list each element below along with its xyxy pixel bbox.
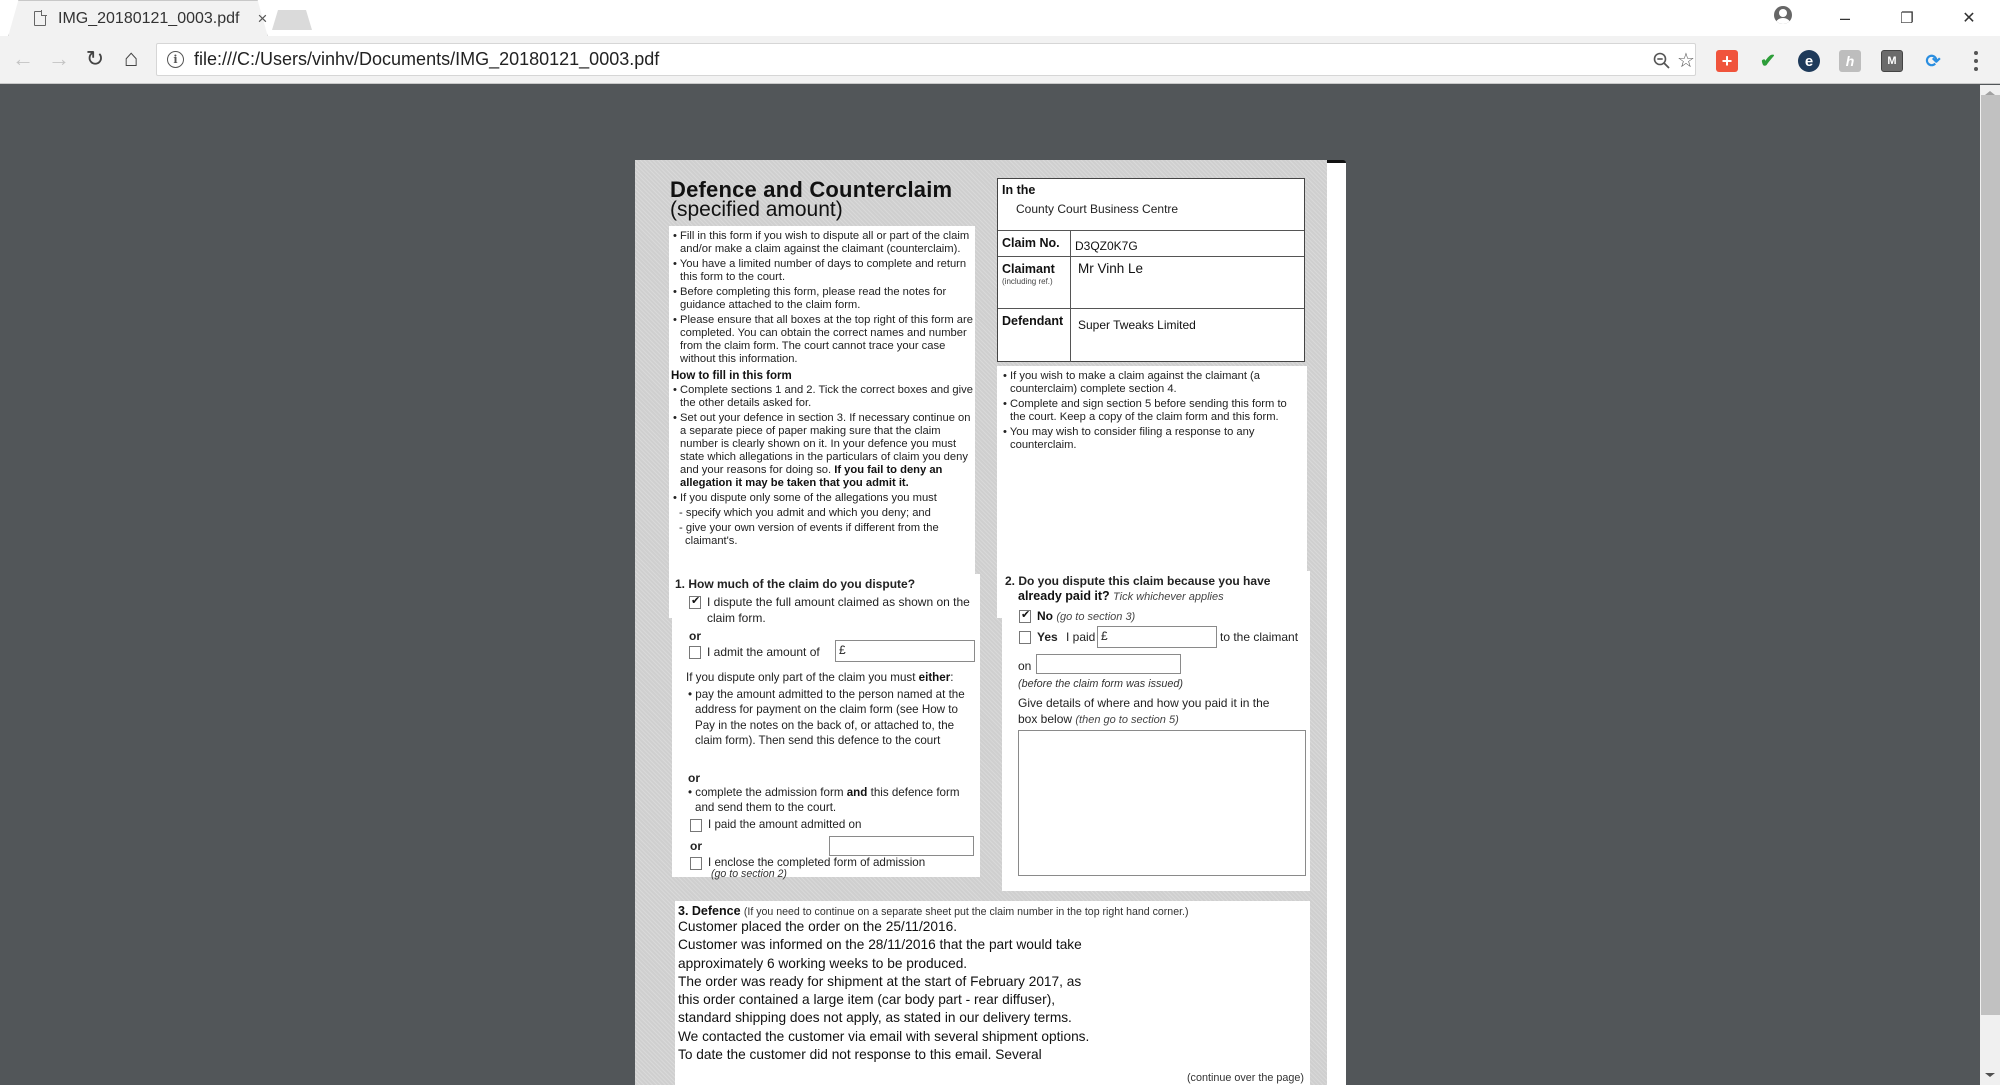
- paid-admitted-checkbox[interactable]: [690, 819, 702, 832]
- part-option: [686, 785, 971, 816]
- part-dispute-intro: [686, 671, 953, 684]
- enclose-note: (go to section 2): [711, 868, 787, 880]
- how-to-note: • Complete sections 1 and 2. Tick the correct boxes and give the other details asked for.: [671, 384, 973, 410]
- defence-line: We contacted the customer via email with several shipment options.: [678, 1028, 1090, 1044]
- in-the-label: In the: [1002, 183, 1036, 197]
- admit-amount-input[interactable]: £: [835, 640, 975, 662]
- how-to-note: [671, 412, 973, 490]
- part-option-text: complete the admission form: [695, 786, 844, 799]
- admit-amount-label: I admit the amount of: [707, 645, 820, 659]
- paid-admitted-label: I paid the amount admitted on: [708, 818, 862, 831]
- admit-amount-checkbox[interactable]: [689, 646, 701, 659]
- intro-note: • Please ensure that all boxes at the top right of this form are completed. You can obtain the correct names and number from the claim form. The court cannot trace your case without this information.: [671, 314, 973, 366]
- restore-button[interactable]: ❐: [1900, 10, 1914, 27]
- part-dispute-options: [686, 687, 971, 750]
- claimant-label: [998, 257, 1071, 308]
- how-to-note: • If you dispute only some of the allegations you must: [671, 492, 973, 505]
- part-intro-end: :: [950, 671, 954, 684]
- or-label: or: [688, 771, 700, 785]
- yes-checkbox[interactable]: [1019, 631, 1031, 644]
- plus-extension-icon[interactable]: +: [1716, 50, 1738, 72]
- part-dispute-options-2: [686, 785, 971, 818]
- part-intro-bold: either: [918, 671, 951, 684]
- no-label: No: [1037, 609, 1053, 623]
- details-instruction-2: [1018, 712, 1179, 726]
- paid-admitted-date-input[interactable]: [829, 836, 974, 856]
- continue-note: (continue over the page): [1186, 1072, 1304, 1084]
- section-2-title-line-1: 2. Do you dispute this claim because you have: [1005, 574, 1271, 588]
- section-1-title: 1. How much of the claim do you dispute?: [675, 577, 916, 591]
- yes-label: Yes: [1037, 630, 1058, 644]
- how-to-note-text: Set out your defence in section 3. If necessary continue on a separate piece of paper making sure that the claim number is clearly shown on it. In your defence you must state which allegations in the particulars of claim you deny and your reasons for doing so.: [680, 412, 971, 476]
- back-button[interactable]: ←: [12, 46, 34, 71]
- defence-line: approximately 6 working weeks to be produced.: [678, 955, 968, 971]
- claim-no-label: Claim No.: [998, 231, 1071, 256]
- section-3-hint: (If you need to continue on a separate sheet put the claim number in the top right hand corner.): [743, 906, 1189, 918]
- browser-toolbar: [0, 36, 2000, 84]
- defence-line: Customer placed the order on the 25/11/2016.: [678, 919, 958, 934]
- tab-pdf[interactable]: [8, 0, 268, 37]
- how-to-warning: If you fail to deny an allegation it may be taken that you admit it.: [680, 464, 943, 489]
- claimant-value: Mr Vinh Le: [1078, 261, 1144, 276]
- details-note: (then go to section 5): [1075, 714, 1179, 726]
- close-window-button[interactable]: ✕: [1962, 10, 1976, 27]
- section-2-title-text: already paid it?: [1018, 589, 1110, 603]
- tab-title: IMG_20180121_0003.pdf: [58, 9, 240, 27]
- checkmark-extension-icon[interactable]: ✔: [1760, 50, 1776, 72]
- claimant-sublabel: (including ref.): [1002, 277, 1053, 286]
- document-icon: [34, 11, 46, 26]
- no-note: (go to section 3): [1056, 611, 1136, 623]
- section-2: [1002, 571, 1310, 891]
- address-bar[interactable]: [156, 43, 1696, 76]
- intro-notes: [671, 230, 973, 366]
- section-3: [675, 901, 1310, 1085]
- enclose-admission-label: I enclose the completed form of admission: [708, 856, 926, 869]
- url-text[interactable]: file:///C:/Users/vinhv/Documents/IMG_20180121_0003.pdf: [194, 49, 660, 69]
- reload-button[interactable]: ↻: [85, 46, 105, 71]
- tab-close-icon[interactable]: ×: [257, 8, 268, 28]
- part-option-text: this defence form and send them to the court.: [695, 786, 960, 815]
- title-bar: [0, 0, 2000, 36]
- zoom-out-icon[interactable]: [1649, 44, 1675, 77]
- no-option: [1037, 609, 1135, 623]
- right-notes: [1001, 370, 1303, 452]
- right-note: • You may wish to consider filing a response to any counterclaim.: [1001, 426, 1303, 452]
- claim-no-value: D3QZ0K7G: [1075, 239, 1138, 253]
- section-2-hint: Tick whichever applies: [1113, 591, 1224, 603]
- document-title: Defence and Counterclaim: [670, 177, 953, 202]
- how-to-heading: How to fill in this form: [671, 370, 792, 382]
- section-1: [672, 574, 980, 880]
- defence-line: To date the customer did not response to this email. Several: [678, 1047, 1042, 1063]
- on-label: on: [1018, 659, 1032, 673]
- shield-extension-icon[interactable]: M: [1881, 50, 1903, 72]
- section-2-title-line-2: [1018, 589, 1224, 603]
- claimant-label-text: Claimant: [1002, 262, 1055, 276]
- sync-extension-icon[interactable]: ⟳: [1925, 50, 1941, 71]
- payment-details-textarea[interactable]: [1018, 730, 1306, 876]
- profile-icon[interactable]: [1774, 6, 1792, 24]
- court-row: [998, 179, 1304, 231]
- dispute-full-checkbox[interactable]: [689, 596, 701, 609]
- defence-line: standard shipping does not apply, as stated in our delivery terms.: [678, 1010, 1072, 1026]
- intro-note: • Before completing this form, please read the notes for guidance attached to the claim form.: [671, 286, 973, 312]
- defence-line: Customer was informed on the 28/11/2016 that the part would take: [678, 937, 1082, 953]
- paid-amount-input[interactable]: £: [1097, 626, 1217, 648]
- page-edge: [1324, 160, 1346, 1085]
- document-subtitle: (specified amount): [670, 198, 843, 221]
- section-3-title: 3. Defence: [678, 904, 741, 918]
- defendant-value: Super Tweaks Limited: [1078, 318, 1196, 332]
- defendant-label: Defendant: [998, 309, 1071, 362]
- court-name: County Court Business Centre: [1016, 202, 1179, 216]
- claimant-row: [998, 257, 1304, 309]
- how-to-subnote: - specify which you admit and which you deny; and: [671, 507, 973, 520]
- paid-label: I paid: [1066, 630, 1096, 644]
- forward-button[interactable]: →: [48, 46, 70, 71]
- vertical-scrollbar[interactable]: [1980, 85, 2000, 1085]
- instructions-box: [669, 226, 975, 618]
- right-note: • If you wish to make a claim against the claimant (a counterclaim) complete section 4.: [1001, 370, 1303, 396]
- before-issue-note: (before the claim form was issued): [1018, 678, 1184, 690]
- intro-note: • You have a limited number of days to complete and return this form to the court.: [671, 258, 973, 284]
- dispute-full-label: I dispute the full amount claimed as shown on the claim form.: [707, 595, 970, 625]
- defence-line: this order contained a large item (car body part - rear diffuser),: [678, 992, 1056, 1008]
- part-option: • pay the amount admitted to the person named at the address for payment on the claim form (see How to Pay in the notes on the back of, or attached to, the claim form). Then send this defence to the court: [686, 687, 971, 748]
- paid-date-input[interactable]: [1036, 654, 1181, 674]
- no-checkbox[interactable]: [1019, 610, 1031, 623]
- home-button[interactable]: ⌂: [123, 45, 139, 72]
- defendant-row: [998, 309, 1304, 362]
- or-label: or: [689, 629, 701, 643]
- defence-line: The order was ready for shipment at the start of February 2017, as: [678, 973, 1082, 989]
- enclose-admission-checkbox[interactable]: [690, 857, 702, 870]
- claim-no-row: [998, 231, 1304, 257]
- minimize-button[interactable]: –: [1839, 7, 1850, 28]
- new-tab-button[interactable]: [272, 10, 312, 30]
- pdf-page: [635, 160, 1327, 1085]
- section-3-header: [678, 904, 1189, 918]
- info-icon[interactable]: i: [167, 51, 184, 68]
- defence-text[interactable]: [678, 918, 1298, 1064]
- how-to-subnote: - give your own version of events if different from the claimant's.: [671, 522, 973, 548]
- court-details-table: [997, 178, 1305, 362]
- scroll-thumb[interactable]: [1981, 95, 2000, 1015]
- right-note: • Complete and sign section 5 before sending this form to the court. Keep a copy of the claim form and this form.: [1001, 398, 1303, 424]
- to-claimant-label: to the claimant: [1220, 630, 1299, 644]
- details-box-label: box below: [1018, 712, 1073, 726]
- h-extension-icon[interactable]: h: [1839, 50, 1861, 72]
- part-option-bold: and: [846, 786, 868, 799]
- intro-note: • Fill in this form if you wish to dispute all or part of the claim and/or make a claim against the claimant (counterclaim).: [671, 230, 973, 256]
- scroll-down-arrow[interactable]: [1980, 1067, 2000, 1083]
- browser-menu-icon[interactable]: [1968, 49, 1984, 73]
- bookmark-star-icon[interactable]: ☆: [1677, 50, 1695, 72]
- details-instruction-1: Give details of where and how you paid it in the: [1018, 696, 1270, 710]
- part-intro-text: If you dispute only part of the claim you must: [686, 671, 916, 684]
- how-to-notes: [671, 384, 973, 548]
- e-extension-icon[interactable]: e: [1798, 50, 1820, 72]
- or-label: or: [690, 839, 702, 853]
